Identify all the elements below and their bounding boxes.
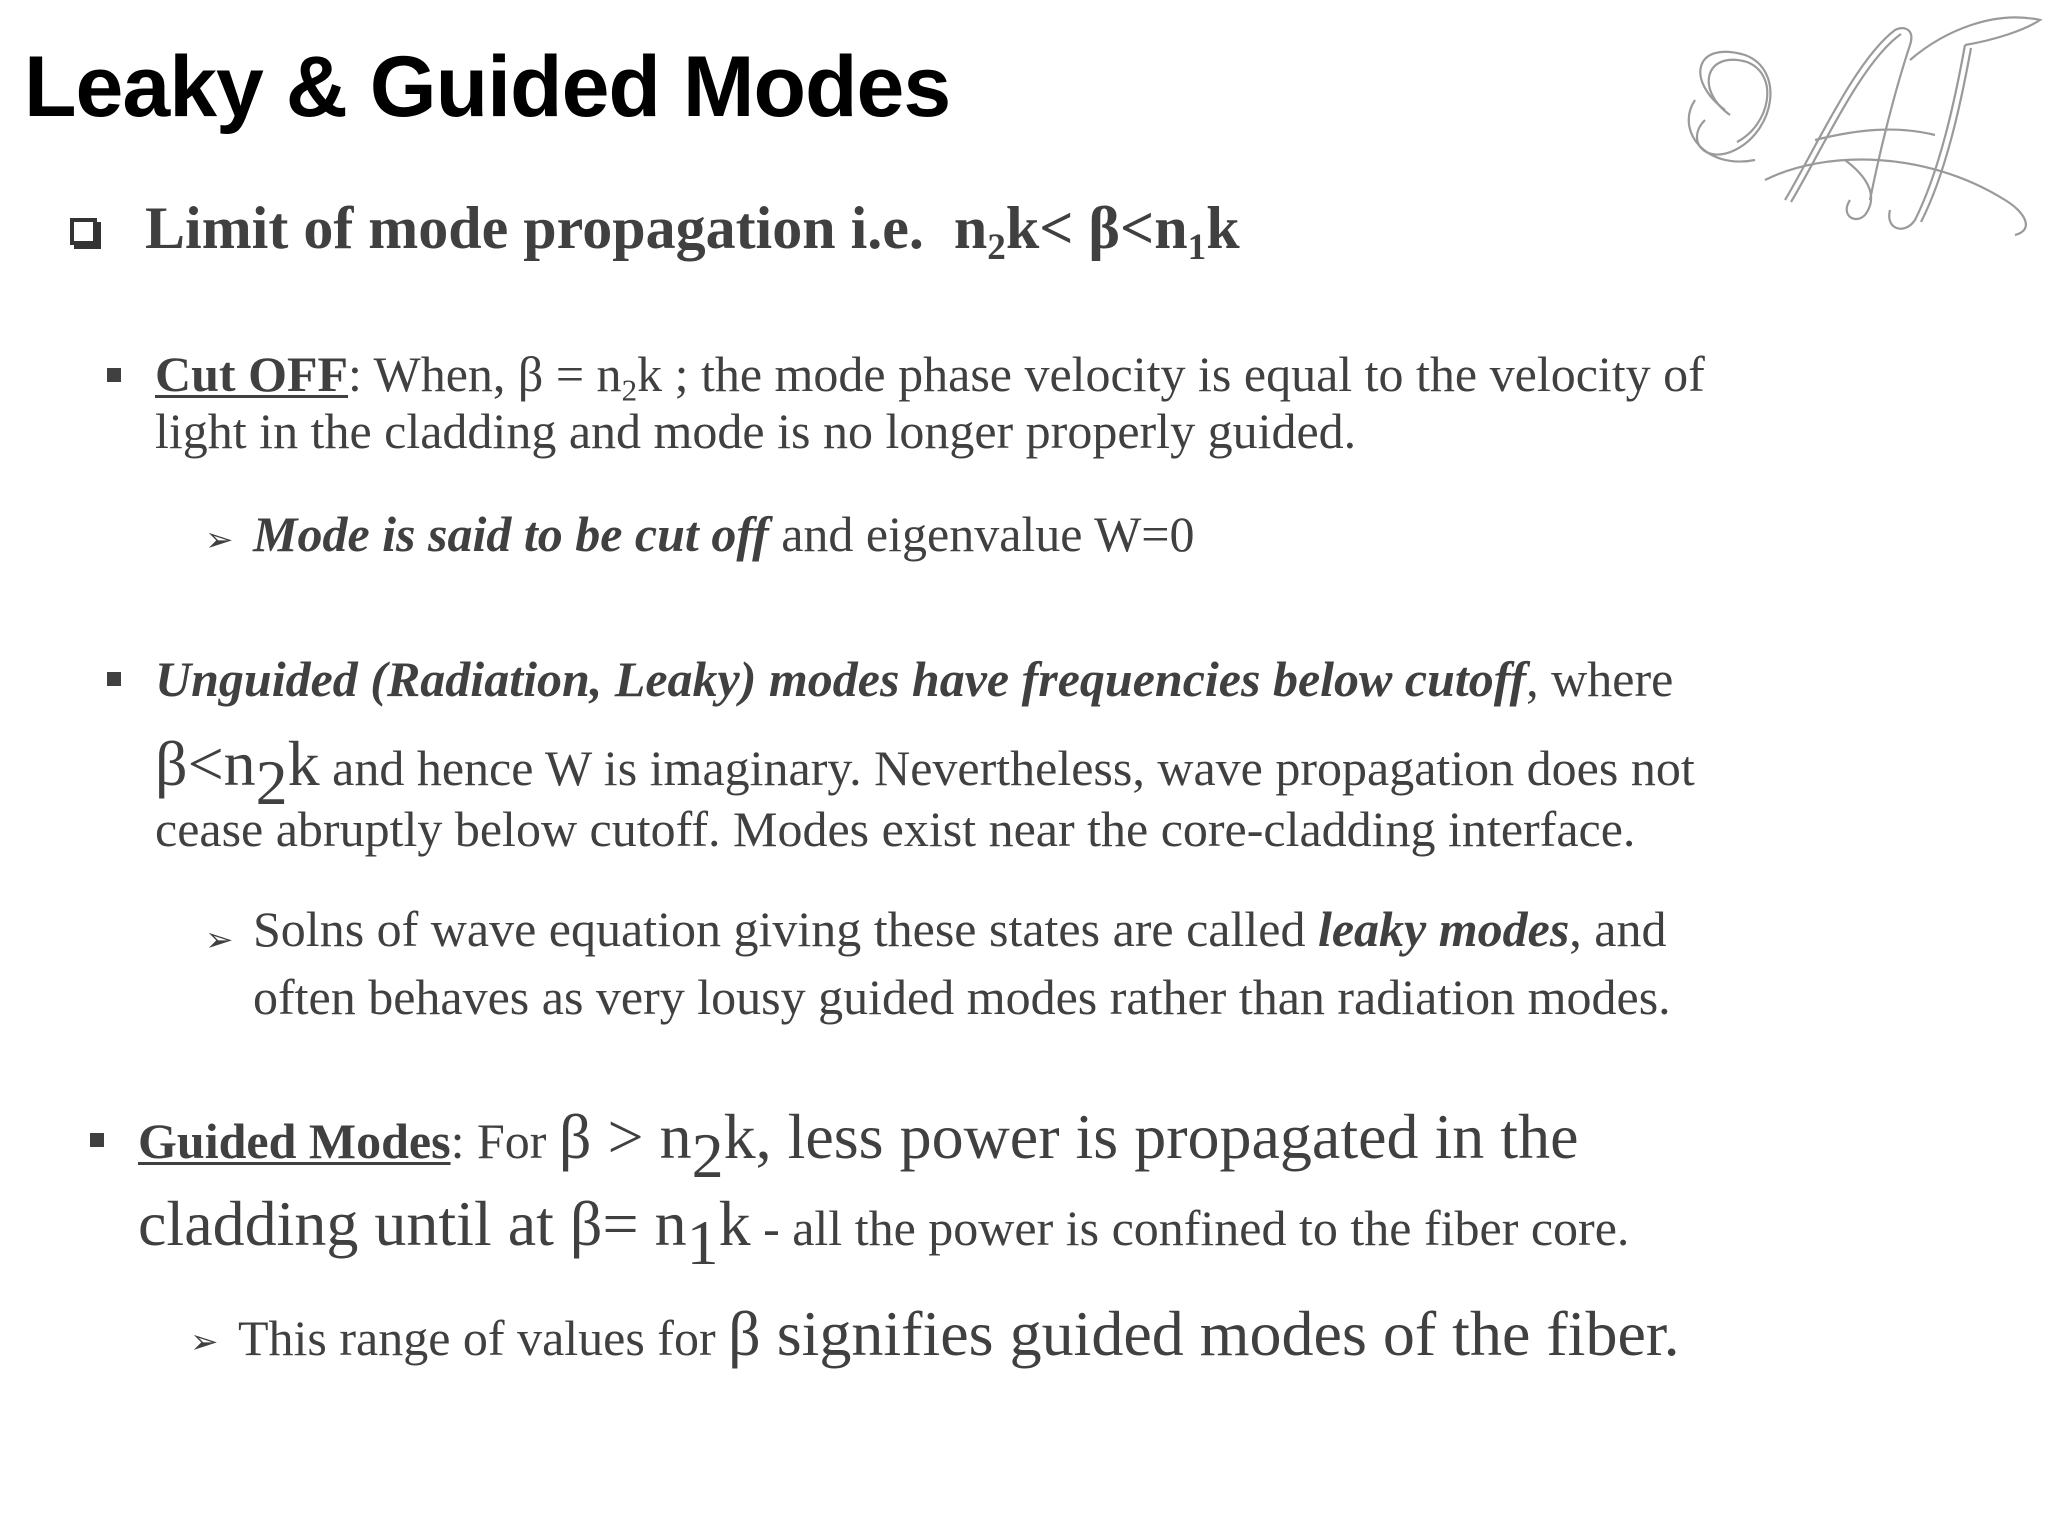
square-bullet-cutoff	[107, 368, 121, 382]
slide-title: Leaky & Guided Modes	[24, 39, 951, 135]
square-bullet-unguided	[107, 672, 121, 686]
cutoff-line-2: light in the cladding and mode is no longer properly guided.	[155, 403, 1357, 459]
arrow-bullet-cutoff: ➢	[205, 520, 234, 560]
cutoff-line-1: Cut OFF: When, $\beta = n_2k$ ; the mode phase velocity is equal to the velocity of	[155, 346, 1705, 408]
unguided-line-2: $\beta<n_2k$ and hence W is imaginary. Nevertheless, wave propagation does not	[155, 728, 1695, 819]
unguided-subpoint-line-2: often behaves as very lousy guided modes rather than radiation modes.	[253, 969, 1671, 1025]
ai-monogram-logo	[1665, 0, 2048, 240]
square-bullet-guided	[90, 1133, 104, 1147]
checkbox-bullet	[70, 218, 97, 245]
guided-line-1: Guided Modes: For $\beta > n_2k$, less power is propagated in the	[138, 1101, 1579, 1192]
guided-line-2: cladding until at $\beta= n_1k$ - all the power is confined to the fiber core.	[138, 1188, 1630, 1279]
unguided-subpoint-line-1: Solns of wave equation giving these states are called leaky modes, and	[253, 901, 1667, 957]
main-point: Limit of mode propagation i.e. $n_2k< \beta<n_1k$	[145, 195, 1240, 269]
arrow-bullet-unguided: ➢	[205, 920, 234, 960]
unguided-line-1: Unguided (Radiation, Leaky) modes have frequencies below cutoff, where	[155, 651, 1674, 707]
unguided-line-3: cease abruptly below cutoff. Modes exist near the core-cladding interface.	[155, 801, 1636, 857]
arrow-bullet-guided: ➢	[190, 1322, 219, 1362]
guided-subpoint: This range of values for β signifies guided modes of the fiber.	[238, 1298, 1680, 1369]
cutoff-subpoint: Mode is said to be cut off and eigenvalue W=0	[253, 506, 1195, 562]
